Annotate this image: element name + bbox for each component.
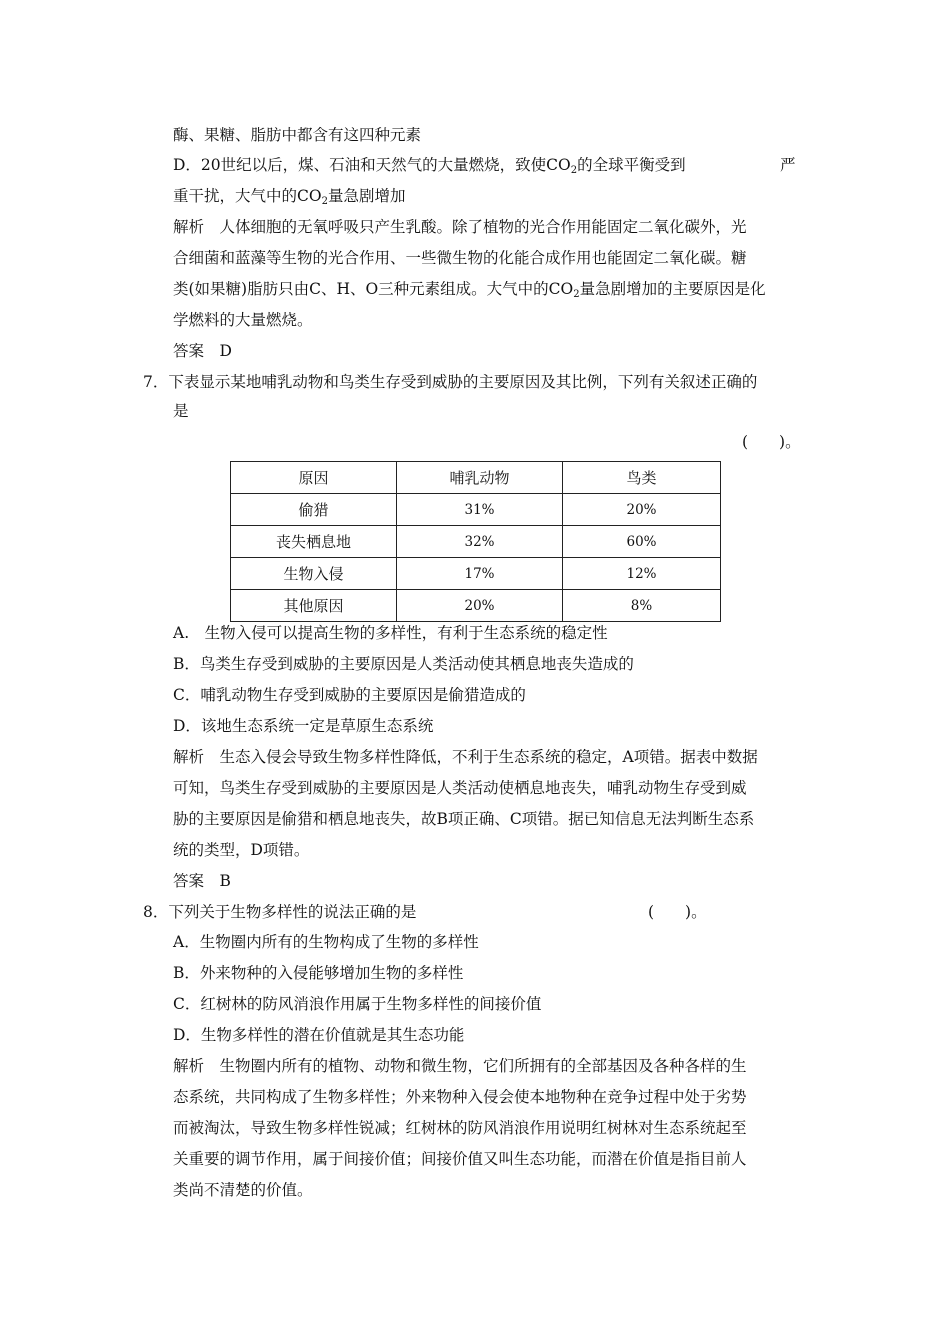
table-row (231, 590, 721, 622)
q7-explanation: 统的类型，D项错。 (173, 841, 310, 859)
q7-answer-blank: ( )。 (742, 433, 801, 451)
table-cell: 12% (563, 558, 721, 590)
q6-line: 酶、果糖、脂肪中都含有这四种元素 (173, 126, 422, 144)
table-header-cell: 鸟类 (563, 462, 721, 494)
q7-option-b: B．鸟类生存受到威胁的主要原因是人类活动使其栖息地丧失造成的 (173, 655, 634, 673)
table-header-row (231, 462, 721, 494)
table-cell: 20% (563, 494, 721, 526)
table-row (231, 526, 721, 558)
table-row (231, 558, 721, 590)
q7-explanation: 可知，鸟类生存受到威胁的主要原因是人类活动使栖息地丧失，哺乳动物生存受到威 (173, 779, 747, 797)
q8-option-b: B．外来物种的入侵能够增加生物的多样性 (173, 964, 464, 982)
q7-stem: 是 (173, 402, 189, 420)
q7-stem: 7．下表显示某地哺乳动物和鸟类生存受到威胁的主要原因及其比例，下列有关叙述正确的 (143, 373, 758, 391)
q7-option-d: D．该地生态系统一定是草原生态系统 (173, 717, 434, 735)
q8-explanation: 关重要的调节作用，属于间接价值；间接价值又叫生态功能，而潜在价值是指目前人 (173, 1150, 747, 1168)
q6-explanation: 合细菌和蓝藻等生物的光合作用、一些微生物的化能合成作用也能固定二氧化碳。糖 (173, 249, 747, 267)
q6-explanation: 解析 人体细胞的无氧呼吸只产生乳酸。除了植物的光合作用能固定二氧化碳外，光 (173, 218, 747, 236)
q8-explanation: 类尚不清楚的价值。 (173, 1181, 313, 1199)
q8-answer-blank: ( )。 (648, 903, 707, 921)
table-cell: 其他原因 (231, 590, 397, 622)
table-cell: 31% (397, 494, 563, 526)
q6-option-d: D．20世纪以后，煤、石油和天然气的大量燃烧，致使$CO_2$的全球平衡受到 (173, 156, 686, 176)
q8-explanation: 态系统，共同构成了生物多样性；外来物种入侵会使本地物种在竞争过程中处于劣势 (173, 1088, 747, 1106)
table-header-cell: 原因 (231, 462, 397, 494)
table-cell: 8% (563, 590, 721, 622)
q6-explanation: 类(如果糖)脂肪只由C、H、O三种元素组成。大气中的$CO_2$量急剧增加的主要原因是化 (173, 280, 766, 300)
table-header-cell: 哺乳动物 (397, 462, 563, 494)
table-cell: 60% (563, 526, 721, 558)
q8-stem: 8．下列关于生物多样性的说法正确的是 (143, 903, 417, 921)
table-cell: 17% (397, 558, 563, 590)
table-cell: 偷猎 (231, 494, 397, 526)
q7-explanation: 胁的主要原因是偷猎和栖息地丧失，故B项正确、C项错。据已知信息无法判断生态系 (173, 810, 755, 828)
table-cell: 32% (397, 526, 563, 558)
q6-option-d-continued: 严 (780, 156, 796, 174)
q6-answer: 答案 D (173, 342, 232, 360)
q7-option-a: A. 生物入侵可以提高生物的多样性，有利于生态系统的稳定性 (173, 624, 608, 642)
threat-table (230, 461, 721, 622)
q8-explanation: 而被淘汰，导致生物多样性锐减；红树林的防风消浪作用说明红树林对生态系统起至 (173, 1119, 747, 1137)
table-cell: 丧失栖息地 (231, 526, 397, 558)
q7-option-c: C．哺乳动物生存受到威胁的主要原因是偷猎造成的 (173, 686, 526, 704)
q8-explanation: 解析 生物圈内所有的植物、动物和微生物，它们所拥有的全部基因及各种各样的生 (173, 1057, 747, 1075)
q8-option-a: A．生物圈内所有的生物构成了生物的多样性 (173, 933, 479, 951)
q7-answer: 答案 B (173, 872, 231, 890)
q6-explanation: 学燃料的大量燃烧。 (173, 311, 313, 329)
table-row (231, 494, 721, 526)
q7-explanation: 解析 生态入侵会导致生物多样性降低，不利于生态系统的稳定，A项错。据表中数据 (173, 748, 758, 766)
q8-option-c: C．红树林的防风消浪作用属于生物多样性的间接价值 (173, 995, 542, 1013)
q8-option-d: D．生物多样性的潜在价值就是其生态功能 (173, 1026, 465, 1044)
table-cell: 生物入侵 (231, 558, 397, 590)
q6-option-d-line2: 重干扰，大气中的$CO_2$量急剧增加 (173, 187, 406, 207)
table-cell: 20% (397, 590, 563, 622)
